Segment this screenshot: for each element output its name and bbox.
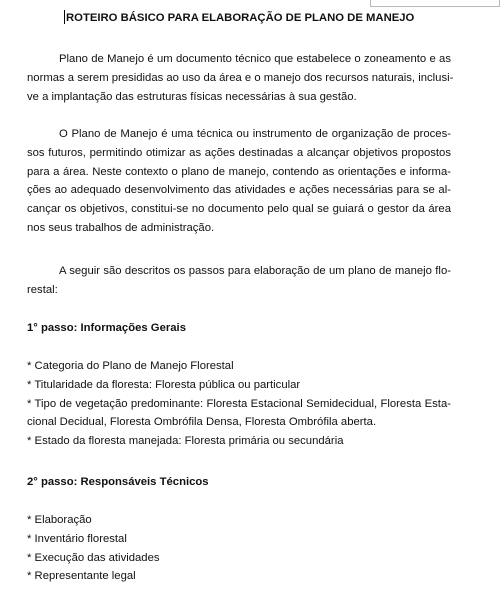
paragraph-line: sos futuros, permitindo otimizar as ações destinadas a alcançar objetivos propostos bbox=[27, 146, 451, 159]
paragraph-line: ve a implantação das estruturas físicas necessárias à sua gestão. bbox=[27, 90, 357, 103]
document-title: ROTEIRO BÁSICO PARA ELABORAÇÃO DE PLANO DE MANEJO bbox=[66, 12, 415, 24]
step-1-heading: 1° passo: Informações Gerais bbox=[27, 322, 186, 334]
paragraph-3 bbox=[27, 262, 451, 300]
paragraph-line: Plano de Manejo é um documento técnico que estabelece o zoneamento e as bbox=[59, 53, 451, 65]
paragraph-2 bbox=[27, 125, 451, 238]
list-item-line: * Estado da floresta manejada: Floresta primária ou secundária bbox=[27, 435, 344, 448]
list-item bbox=[27, 511, 451, 530]
list-item bbox=[27, 376, 451, 395]
list-item-line: * Titularidade da floresta: Floresta pública ou particular bbox=[27, 378, 301, 391]
step-2-heading: 2° passo: Responsáveis Técnicos bbox=[27, 476, 209, 488]
list-item-line: * Execução das atividades bbox=[27, 551, 160, 564]
list-item-line: * Representante legal bbox=[27, 570, 136, 583]
text-cursor bbox=[64, 10, 65, 24]
paragraph-line: A seguir são descritos os passos para elaboração de um plano de manejo flo- bbox=[59, 265, 451, 277]
list-item bbox=[27, 357, 451, 376]
list-item bbox=[27, 567, 451, 586]
window-corner-frame bbox=[370, 0, 500, 7]
step-2-list bbox=[27, 511, 451, 586]
step-1-list bbox=[27, 357, 451, 451]
list-item-line: cional Decidual, Floresta Ombrófila Densa, Floresta Ombrófila aberta. bbox=[27, 416, 377, 429]
paragraph-line: restal: bbox=[27, 283, 58, 296]
list-item bbox=[27, 432, 451, 451]
paragraph-line: nos seus trabalhos de administração. bbox=[27, 221, 215, 234]
paragraph-1 bbox=[27, 50, 454, 106]
paragraph-line: O Plano de Manejo é uma técnica ou instrumento de organização de proces- bbox=[59, 128, 451, 140]
paragraph-line: para a área. Neste contexto o plano de manejo, contendo as orientações e informa- bbox=[27, 165, 451, 178]
list-item-line: * Tipo de vegetação predominante: Floresta Estacional Semidecidual, Floresta Esta- bbox=[27, 397, 451, 410]
paragraph-line: cançar os objetivos, constitui-se no documento pelo qual se guiará o gestor da área bbox=[27, 203, 451, 216]
list-item bbox=[27, 395, 451, 433]
list-item bbox=[27, 549, 451, 568]
list-item-line: * Categoria do Plano de Manejo Florestal bbox=[27, 360, 234, 372]
paragraph-line: normas a serem presididas ao uso da área e o manejo dos recursos naturais, inclusi- bbox=[27, 71, 454, 84]
list-item-line: * Elaboração bbox=[27, 514, 92, 526]
list-item bbox=[27, 530, 451, 549]
paragraph-line: ções ao adequado desenvolvimento das atividades e ações necessárias para se al- bbox=[27, 184, 451, 197]
list-item-line: * Inventário florestal bbox=[27, 532, 127, 545]
